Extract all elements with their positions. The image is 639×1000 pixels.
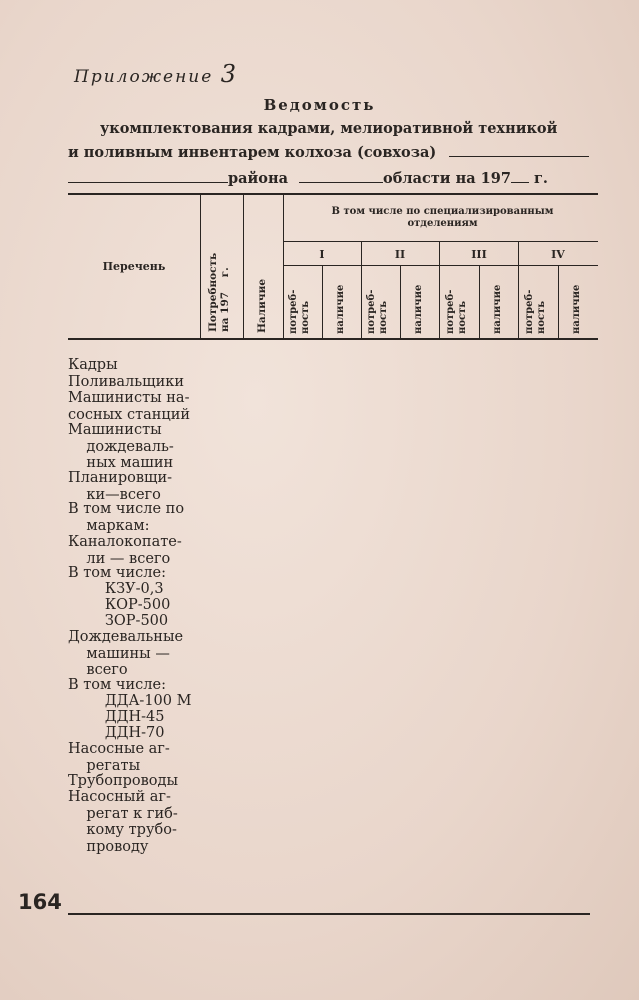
list-item: Поливальщики (68, 374, 185, 390)
table-top-rule (68, 193, 598, 195)
list-item: Машинисты дождеваль- ных машин (68, 422, 174, 471)
subheader-potrebnost: потреб- ность (288, 289, 311, 334)
appendix-word: Приложение (74, 67, 214, 87)
subtitle-line-2-text: и поливным инвентарем колхоза (совхоза) (68, 144, 437, 161)
label-district: района (228, 170, 288, 187)
list-item: Дождевальные машины — всего (68, 629, 184, 678)
department-2: II (394, 248, 406, 261)
subtitle-line-2 (68, 144, 589, 161)
list-item: Машинисты на- сосных станций (68, 390, 191, 423)
col-divider (439, 241, 440, 338)
col-divider (361, 241, 362, 338)
list-item: ДДА-100 М (68, 693, 192, 709)
list-item: Планировщи- ки—всего (68, 470, 173, 503)
subtitle-line-1: укомплектования кадрами, мелиоративной техникой (100, 120, 558, 137)
document-title: Ведомость (263, 96, 376, 114)
blank-farm-name[interactable] (449, 155, 589, 157)
list-item: ДДН-70 (68, 725, 165, 741)
footer-rule (68, 913, 590, 915)
list-item: В том числе по маркам: (68, 501, 185, 534)
list-item: Насосные аг- регаты (68, 741, 170, 774)
list-item: ЗОР-500 (68, 613, 169, 629)
header-potrebnost: Потребность на 197 г. (207, 252, 231, 332)
blank-region[interactable] (299, 181, 383, 183)
group-rule (283, 241, 598, 242)
subcol-divider (400, 265, 401, 338)
list-item: КОР-500 (68, 597, 171, 613)
col-divider (518, 241, 519, 338)
appendix-label (74, 60, 236, 88)
subcol-divider (479, 265, 480, 338)
list-item: В том числе: (68, 565, 166, 581)
header-perechen: Перечень (102, 260, 166, 273)
label-region-year: области на 197 (383, 170, 511, 187)
list-item: В том числе: (68, 677, 166, 693)
department-1: I (319, 248, 325, 261)
list-item: ДДН-45 (68, 709, 165, 725)
list-item: Каналокопате- ли — всего (68, 534, 182, 567)
label-year-suffix: г. (534, 170, 548, 187)
header-group-title: В том числе по специализированным отделениям (331, 206, 554, 229)
blank-year[interactable] (511, 181, 529, 183)
subheader-potrebnost: потреб- ность (366, 289, 389, 334)
subcol-divider (558, 265, 559, 338)
department-4: IV (551, 248, 565, 261)
subheader-nalichie: наличие (413, 284, 424, 334)
col-divider (243, 195, 244, 338)
department-3: III (471, 248, 487, 261)
table-header-bottom-rule (68, 338, 598, 340)
subheader-nalichie: наличие (335, 284, 346, 334)
subtitle-line-3 (68, 170, 548, 187)
col-divider (200, 195, 201, 338)
list-item: Насосный аг- регат к гиб- кому трубо- проводу (68, 789, 178, 855)
blank-district[interactable] (68, 181, 228, 183)
subheader-nalichie: наличие (571, 284, 582, 334)
page-number: 164 (18, 890, 62, 914)
col-divider (283, 195, 284, 338)
list-item: КЗУ-0,3 (68, 581, 164, 597)
subheader-potrebnost: потреб- ность (524, 289, 547, 334)
list-item: Кадры (68, 357, 118, 373)
header-nalichie: Наличие (256, 278, 268, 333)
subcol-divider (322, 265, 323, 338)
list-item: Трубопроводы (68, 773, 178, 789)
subheader-potrebnost: потреб- ность (445, 289, 468, 334)
appendix-number: 3 (220, 60, 236, 88)
subheader-nalichie: наличие (492, 284, 503, 334)
department-rule (283, 265, 598, 266)
